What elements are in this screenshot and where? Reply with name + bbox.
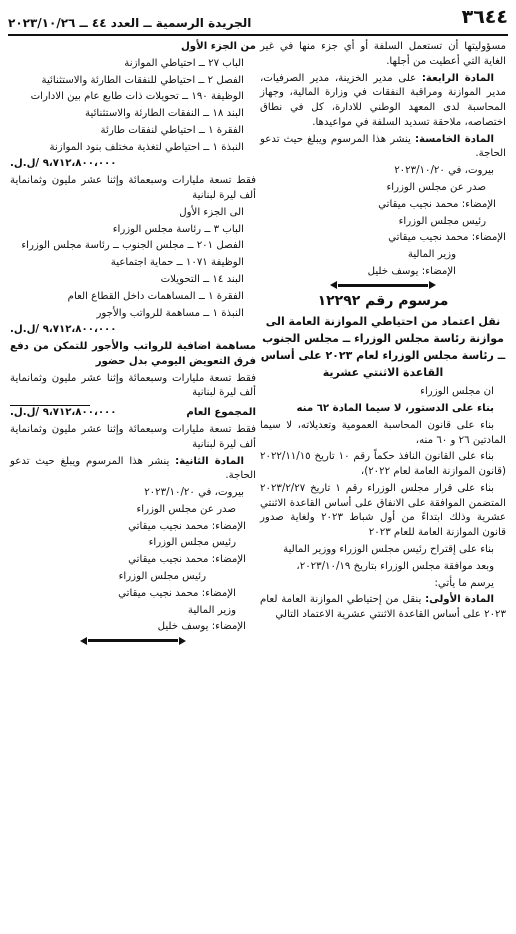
amount-2: ٩،٧١٢،٨٠٠،٠٠٠ /ل.ل. <box>10 324 117 336</box>
pm-title-3: رئيس مجلس الوزراء <box>118 571 206 582</box>
to-line: الوظيفة ١٠٧١ ــ حماية اجتماعية <box>110 257 244 269</box>
amount-2-words: فقط تسعة مليارات وسبعمائة وإثنا عشر مليون وثمانماية ألف ليرة لبنانية <box>10 372 256 399</box>
article-5 <box>260 133 506 163</box>
to-line: النبذة ١ ــ مساهمة للرواتب والأجور <box>96 307 244 319</box>
grand-total-words: فقط تسعة مليارات وسبعمائة وإثنا عشر مليون وثمانماية ألف ليرة لبنانية <box>10 423 256 450</box>
based-5: وبعد موافقة مجلس الوزراء بتاريخ ٢٠٢٣/١٠/١٩، <box>296 560 494 572</box>
grand-total-amount: ٩،٧١٢،٨٠٠،٠٠٠ /ل.ل. <box>10 407 117 419</box>
based-constitution: بناء على الدستور، لا سيما المادة ٦٢ منه <box>296 402 494 414</box>
article-1 <box>260 593 506 623</box>
article-1-text: ينقل من إحتياطي الموازنة العامة لعام ٢٠٢٣ على أساس القاعدة الاثنتي عشرية الاعتماد التالي <box>260 594 506 621</box>
based-3: بناء على قرار مجلس الوزراء رقم ١ تاريخ ٢٠٢٣/٢/٢٧ المتضمن الموافقة على الانفاق على أساس القاعدة الاثنتي عشرية وذلك ابتداءً من أول شباط ٢٠٢٣ ولغاية صدور قانون الموازنة العامة للعام ٢٠٢٣ <box>260 482 507 539</box>
from-lines <box>10 57 256 156</box>
from-part-heading: من الجزء الأول <box>180 41 256 52</box>
section-divider <box>260 284 506 287</box>
to-line: الفقرة ١ ــ المساهمات داخل القطاع العام <box>67 290 244 302</box>
signature-3: الإمضاء: يوسف خليل <box>367 265 456 277</box>
decree-date: بيروت، في ٢٠٢٣/١٠/٢٠ <box>394 165 494 177</box>
signature-4: الإمضاء: محمد نجيب ميقاتي <box>128 520 246 532</box>
based-4: بناء على إقتراح رئيس مجلس الوزراء ووزير المالية <box>283 544 494 556</box>
amount-1-words: فقط تسعة مليارات وسبعمائة وإثنا عشر مليون وثمانماية ألف ليرة لبنانية <box>10 175 256 202</box>
amount-1: ٩،٧١٢،٨٠٠،٠٠٠ /ل.ل. <box>10 158 117 170</box>
page-header <box>8 6 508 36</box>
based-2: بناء على القانون النافذ حكماً رقم ١٠ تاريخ ٢٠٢٢/١١/١٥ (قانون الموازنة العامة لعام ٢٠٢٢)، <box>260 451 506 478</box>
finance-minister-title: وزير المالية <box>407 249 456 261</box>
article-2-text: ينشر هذا المرسوم ويبلغ حيث تدعو الحاجة. <box>10 455 256 482</box>
pm-title: رئيس مجلس الوزراء <box>398 215 486 227</box>
from-line: الفقرة ١ ــ احتياطي لنفقات طارئة <box>100 124 244 136</box>
council-line: ان مجلس الوزراء <box>420 386 494 398</box>
article-5-label: المادة الخامسة: <box>414 133 494 145</box>
article-2 <box>10 455 256 485</box>
to-line: الفصل ٢٠١ ــ مجلس الجنوب ــ رئاسة مجلس الوزراء <box>21 240 244 252</box>
from-line: الفصل ٢ ــ احتياطي للنفقات الطارئة والاستثنائية <box>41 74 244 86</box>
article-1-label: المادة الأولى: <box>425 594 494 606</box>
gazette-title: الجريدة الرسمية ــ العدد ٤٤ ــ ٢٠٢٣/١٠/٢٦ <box>8 15 252 30</box>
to-part-heading: الى الجزء الأول <box>179 206 244 218</box>
article-2-label: المادة الثانية: <box>175 455 244 467</box>
intro-text: مسؤوليتها أن تستعمل السلفة أو أي جزء منها في غير الغاية التي أعطيت من أجلها. <box>260 41 506 67</box>
decree-title: مرسوم رقم ١٢٢٩٢ <box>317 292 449 309</box>
signature-6: الإمضاء: محمد نجيب ميقاتي <box>118 587 236 599</box>
article-4-label: المادة الرابعة: <box>421 72 494 84</box>
signature-7: الإمضاء: يوسف خليل <box>157 621 246 633</box>
pm-title-2: رئيس مجلس الوزراء <box>148 537 236 549</box>
issued-by-2: صدر عن مجلس الوزراء <box>136 503 236 515</box>
decree-subject: نقل اعتماد من احتياطي الموازنة العامة الى موازنة رئاسة مجلس الوزراء ــ مجلس الجنوب ــ رئاسة مجلس الوزراء لعام ٢٠٢٣ على أساس القاعدة الاثنتي عشرية <box>260 315 506 380</box>
contribution-note: مساهمة اضافية للرواتب والأجور للتمكن من دفع فرق التعويض اليومي بدل حضور <box>10 341 256 367</box>
left-column <box>8 40 256 646</box>
from-line: الباب ٢٧ ــ احتياطي الموازنة <box>124 57 244 69</box>
page-number: ٣٦٤٤ <box>461 6 508 29</box>
to-line: الباب ٣ ــ رئاسة مجلس الوزراء <box>112 223 244 235</box>
signature-2: الإمضاء: محمد نجيب ميقاتي <box>388 232 506 244</box>
to-line: البند ١٤ ــ التحويلات <box>160 273 244 285</box>
article-4-text: على مدير الخزينة، مدير الصرفيات، مدير الموازنة ومراقبة النفقات في وزارة المالية، وجهاز المحاسبة لدى المعهد الوطني للادارة، كل في نطاق اختصاصه، ملاحقة تسديد السلفة في مواعيدها. <box>260 72 506 128</box>
issued-by: صدر عن مجلس الوزراء <box>386 182 486 194</box>
right-column <box>260 40 508 646</box>
from-line: النبذة ١ ــ احتياطي لتغذية مختلف بنود الموازنة <box>49 141 244 153</box>
signature-1: الإمضاء: محمد نجيب ميقاتي <box>378 198 496 210</box>
based-1: بناء على قانون المحاسبة العمومية وتعديلاته، لا سيما المادتين ٢٦ و ٦٠ منه، <box>260 419 506 446</box>
from-line: الوظيفة ١٩٠ ــ تحويلات ذات طابع عام بين الادارات <box>30 91 244 103</box>
article-5-text: ينشر هذا المرسوم ويبلغ حيث تدعو الحاجة. <box>260 133 506 160</box>
decrees-line: يرسم ما يأتي: <box>434 577 494 589</box>
grand-total-label: المجموع العام <box>186 407 256 419</box>
to-lines <box>10 223 256 322</box>
finance-minister-title-2: وزير المالية <box>187 604 236 616</box>
section-divider-2 <box>10 639 256 642</box>
from-line: البند ١٨ ــ النفقات الطارئة والاستثنائية <box>85 108 244 120</box>
grand-total <box>10 406 256 421</box>
decree-date-2: بيروت، في ٢٠٢٣/١٠/٢٠ <box>144 487 244 499</box>
signature-5: الإمضاء: محمد نجيب ميقاتي <box>128 554 246 566</box>
article-4 <box>260 72 506 131</box>
